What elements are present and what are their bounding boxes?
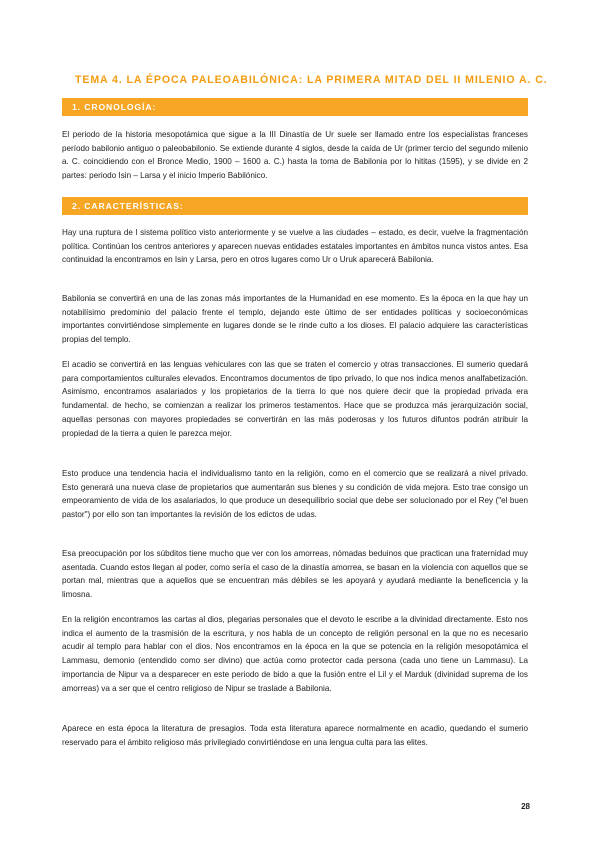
paragraph-characteristics-1: Hay una ruptura de l sistema político visto anteriormente y se vuelve a las ciudades – estado, es decir, vuelve la fragmentación política. Continúan los centros anteriores y aparecen nuevas entidades estatales importantes en ámbitos nunca vistos antes. Esa continuidad la encontramos en Isin y Larsa, pero en otros lugares como Ur o Uruk aparecerá Babilonia. — [62, 228, 528, 265]
section-heading-characteristics: 2. CARACTERÍSTICAS: — [62, 197, 528, 215]
paragraph-characteristics-3: El acadio se convertirá en las lenguas vehiculares con las que se traten el comercio y otras transacciones. El sumerio quedará para comportamientos culturales elevados. Encontramos documentos de tipo privado, lo que nos indica menos analfabetización. Asimismo, encontramos asalariados y los propietarios de la tierra lo que nos quiere decir que la propiedad privada era fundamental. de hecho, se comienzan a realizar los primeros testamentos. Hace que se produzca más jerarquización social, aquellas personas con mayores propiedades se convertirán en las más poderosas y los futuros difuntos podrán atribuir la propiedad de la tierra a quien le parezca mejor. — [62, 360, 528, 438]
paragraph-characteristics-2: Babilonia se convertirá en una de las zonas más importantes de la Humanidad en ese momento. Es la época en la que hay un notabilísimo predominio del palacio frente el templo, dejando este último de ser entidades políticas y socioeconómicas importantes convirtiéndose simplemente en lugares donde se le rinde culto a los dioses. El palacio adquiere las características propias del templo. — [62, 294, 528, 345]
paragraph-characteristics-4: Esto produce una tendencia hacia el individualismo tanto en la religión, como en el comercio que se realizará a nivel privado. Esto generará una nueva clase de propietarios que aumentarán sus bienes y su condición de vida mejora. Esto trae consigo un empeoramiento de vida de los asalariados, lo que produce un desequilibrio social que debe ser solucionado por el Rey ("el buen pastor") por ello son tan importantes la revisión de los edictos de udas. — [62, 469, 528, 520]
page-title: TEMA 4. LA ÉPOCA PALEOABILÓNICA: LA PRIMERA MITAD DEL II MILENIO A. C. — [75, 74, 548, 86]
page-number: 28 — [521, 802, 530, 811]
section-heading-chronology: 1. CRONOLOGÍA: — [62, 98, 528, 116]
paragraph-characteristics-6: En la religión encontramos las cartas al dios, plegarias personales que el devoto le escribe a la divinidad directamente. Esto nos indica el aumento de la trasmisión de la escritura, y nos habla de un concepto de religión personal en la que no es necesario acudir al templo para hablar con el dios. Nos encontramos en la época en la que se potencia en la religión mesopotámica el Lammasu, demonio (entendido como ser divino) que actúa como protector cada persona (cada uno tiene un Lammasu). La importancia de Nipur va a desparecer en este periodo de bido a que la fusión entre el Lil y el Marduk (divinidad suprema de los amorreas) va a ser que el centro religioso de Nipur se traslade a Babilonia. — [62, 615, 528, 693]
paragraph-characteristics-7: Aparece en esta época la literatura de presagios. Toda esta literatura aparece normalmente en acadio, quedando el sumerio reservado para el ámbito religioso más privilegiado convirtiéndose en una lengua culta para las elites. — [62, 724, 528, 747]
paragraph-chronology: El periodo de la historia mesopotámica que sigue a la III Dinastía de Ur suele ser llamado entre los especialistas franceses período babilonio antiguo o paleobabilonio. Se extiende durante 4 siglos, desde la caída de Ur (primer tercio del segundo milenio a. C. coincidiendo con el Bronce Medio, 1900 – 1600 a. C.) hasta la toma de Babilonia por lo hititas (1595), y se divide en 2 partes: periodo Isin – Larsa y el inicio Imperio Babilónico. — [62, 130, 528, 181]
paragraph-characteristics-5: Esa preocupación por los súbditos tiene mucho que ver con los amorreas, nómadas beduinos que practican una fraternidad muy asentada. Cuando estos llegan al poder, como sería el caso de la dinastía amorrea, se basan en la violencia con aquellos que se portan mal, mientras que a aquellos que se encuentran más débiles se les apoyará y ayudará mediante la beneficencia y la limosna. — [62, 549, 528, 600]
